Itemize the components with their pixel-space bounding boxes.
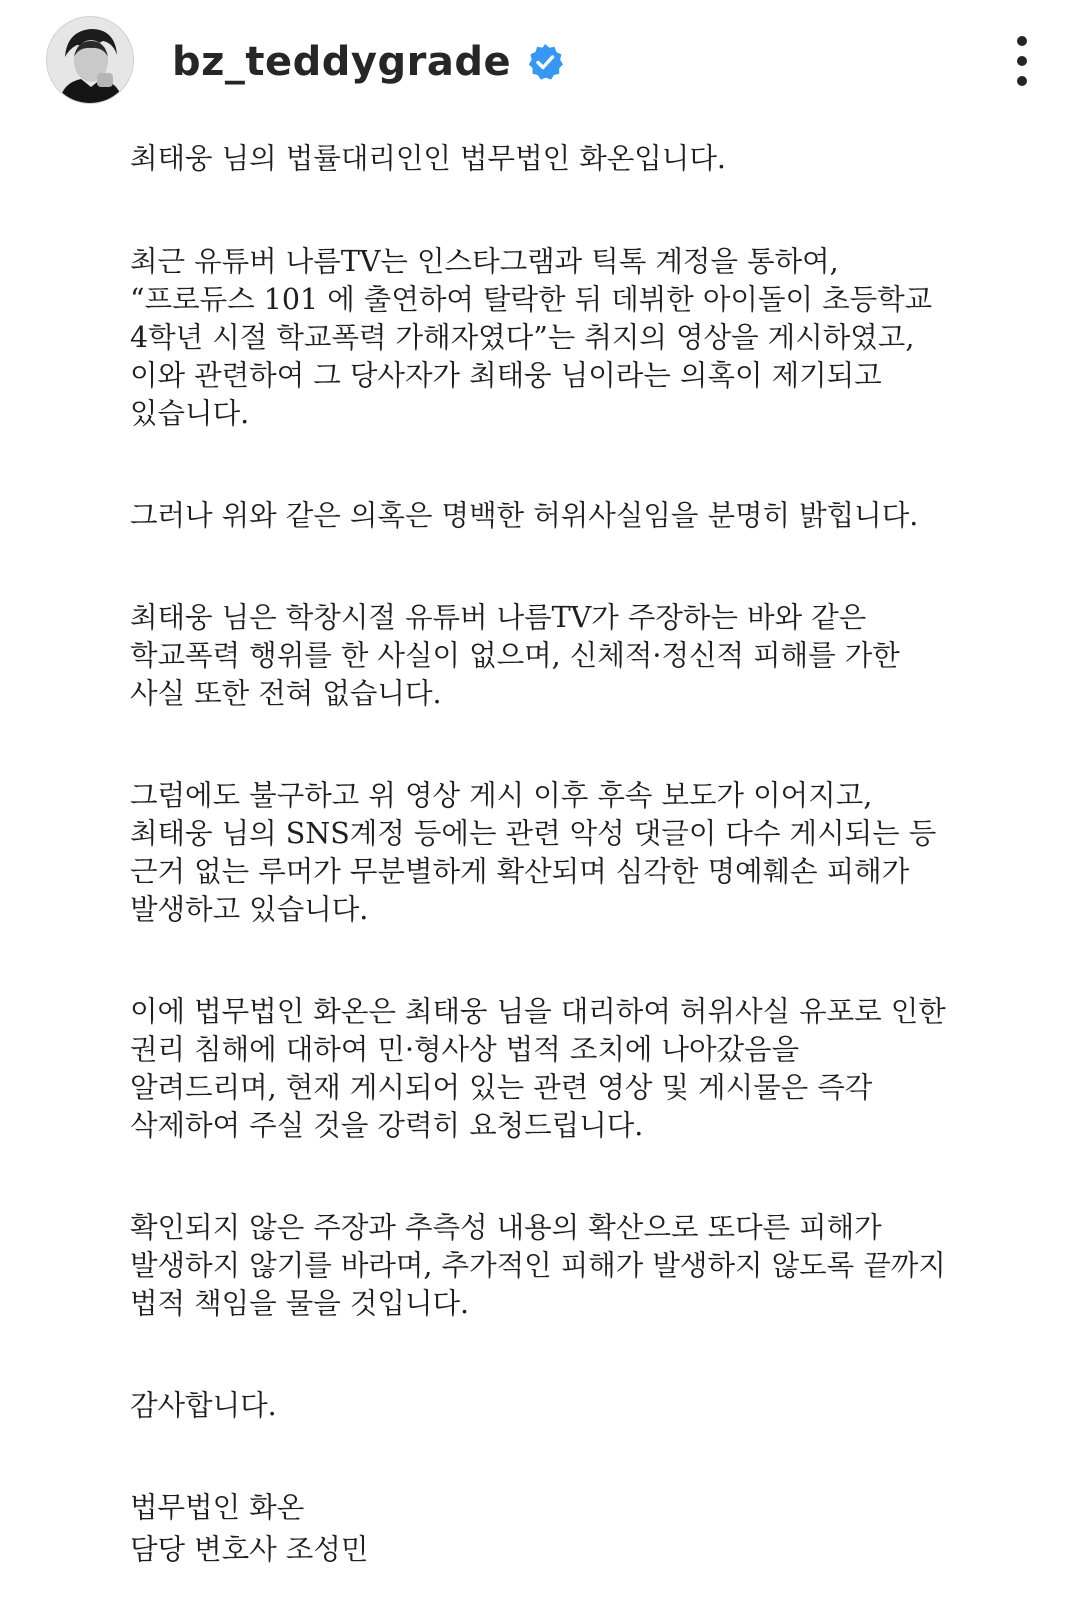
username[interactable]: bz_teddygrade <box>172 39 512 85</box>
username-row <box>172 34 565 90</box>
verified-badge-icon <box>525 42 565 82</box>
avatar-photo-icon <box>47 17 134 104</box>
post-header <box>0 0 1080 130</box>
signature-lawyer: 담당 변호사 조성민 <box>130 1533 369 1566</box>
more-dot <box>1017 56 1027 66</box>
signature-firm: 법무법인 화온 <box>130 1491 305 1524</box>
statement-paragraph-5: 이에 법무법인 화온은 최태웅 님을 대리하여 허위사실 유포로 인한 권리 침해에 대하여 민·형사상 법적 조치에 나아갔음을 알려드리며, 현재 게시되어 있는 관련 영상 및 게시물은 즉각 삭제하여 주실 것을 강력히 요청드립니다. <box>130 995 946 1142</box>
statement-paragraph-3: 최태웅 님은 학창시절 유튜버 나름TV가 주장하는 바와 같은 학교폭력 행위를 한 사실이 없으며, 신체적·정신적 피해를 가한 사실 또한 전혀 없습니다. <box>130 601 900 710</box>
more-options-icon[interactable] <box>1002 34 1042 88</box>
more-dot <box>1017 36 1027 46</box>
profile-avatar[interactable] <box>46 16 134 104</box>
statement-thanks: 감사합니다. <box>130 1389 277 1422</box>
statement-paragraph-1: 최근 유튜버 나름TV는 인스타그램과 틱톡 계정을 통하여, “프로듀스 101 에 출연하여 탈락한 뒤 데뷔한 아이돌이 초등학교 4학년 시절 학교폭력 가해자였다”는 취지의 영상을 게시하였고, 이와 관련하여 그 당사자가 최태웅 님이라는 의혹이 제기되고 있습니다. <box>130 245 933 430</box>
statement-paragraph-6: 확인되지 않은 주장과 추측성 내용의 확산으로 또다른 피해가 발생하지 않기를 바라며, 추가적인 피해가 발생하지 않도록 끝까지 법적 책임을 물을 것입니다. <box>130 1211 946 1320</box>
more-dot <box>1017 76 1027 86</box>
statement-paragraph-2: 그러나 위와 같은 의혹은 명백한 허위사실임을 분명히 밝힙니다. <box>130 499 919 532</box>
post-caption <box>130 140 950 1569</box>
statement-intro: 최태웅 님의 법률대리인인 법무법인 화온입니다. <box>130 142 726 175</box>
statement-paragraph-4: 그럼에도 불구하고 위 영상 게시 이후 후속 보도가 이어지고, 최태웅 님의 SNS계정 등에는 관련 악성 댓글이 다수 게시되는 등 근거 없는 루머가 무분별하게 확산되며 심각한 명예훼손 피해가 발생하고 있습니다. <box>130 779 937 926</box>
